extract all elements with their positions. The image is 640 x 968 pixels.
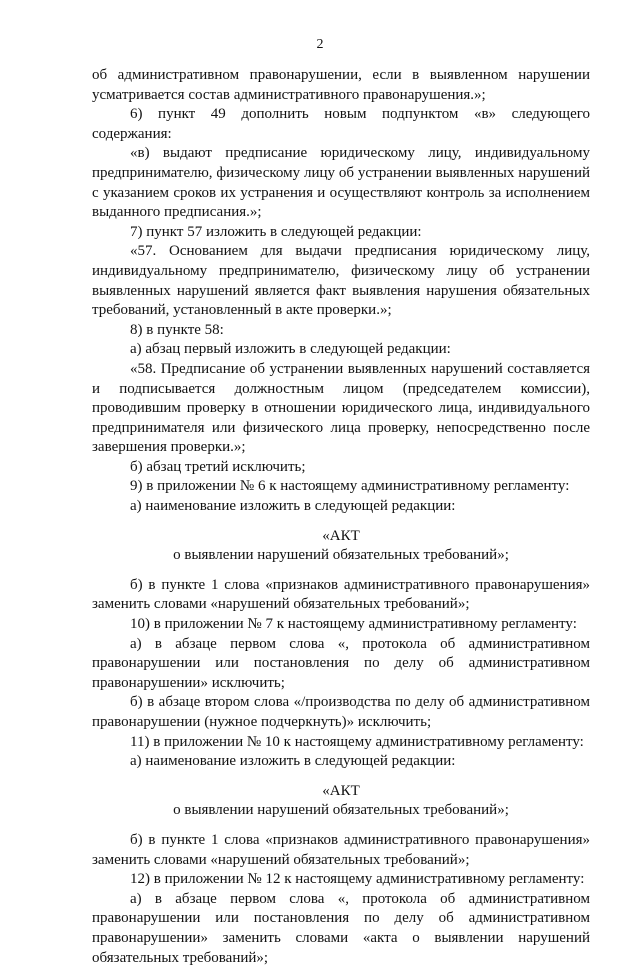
paragraph: 7) пункт 57 изложить в следующей редакции: [130,223,422,240]
paragraph: б) в пункте 1 слова «признаков административного правонарушения» заменить словами «нарушений обязательных требований»; [92,576,590,613]
paragraph: «58. Предписание об устранении выявленных нарушений составляется и подписывается должностным лицом (председателем комиссии), проводившим проверку в отношении юридического лица, индивидуального предпринимателя или физического лица проверку, непосредственно после завершения проверки.»; [92,360,590,456]
act-subheading: о выявлении нарушений обязательных требований»; [173,547,509,564]
document-body [92,66,590,968]
paragraph: 10) в приложении № 7 к настоящему административному регламенту: [130,616,577,633]
act-heading: «АКТ [322,527,360,544]
paragraph: 6) пункт 49 дополнить новым подпунктом «в» следующего содержания: [92,106,590,142]
paragraph: 8) в пункте 58: [130,321,224,338]
page-number: 2 [316,37,324,52]
act-subheading: о выявлении нарушений обязательных требований»; [173,802,509,819]
paragraph: б) абзац третий исключить; [130,458,306,475]
paragraph: «в) выдают предписание юридическому лицу, индивидуальному предпринимателю, физическому лицу об устранении выявленных нарушений с указанием сроков их устранения и осуществляют контроль за исполнением выданного предписания.»; [92,145,590,221]
paragraph: а) в абзаце первом слова «, протокола об административном правонарушении или постановления по делу об административном правонарушении» заменить словами «акта о выявлении нарушений обязательных требований»; [92,890,590,966]
paragraph: б) в пункте 1 слова «признаков административного правонарушения» заменить словами «нарушений обязательных требований»; [92,831,590,868]
paragraph: а) наименование изложить в следующей редакции: [130,498,456,515]
paragraph: 12) в приложении № 12 к настоящему административному регламенту: [130,871,585,888]
paragraph: 9) в приложении № 6 к настоящему административному регламенту: [130,478,570,495]
paragraph: а) наименование изложить в следующей редакции: [130,753,456,770]
paragraph: а) абзац первый изложить в следующей редакции: [130,341,451,358]
paragraph: 11) в приложении № 10 к настоящему административному регламенту: [130,733,584,750]
paragraph: б) в абзаце втором слова «/производства по делу об административном правонарушении (нужное подчеркнуть)» исключить; [92,694,590,730]
act-heading: «АКТ [322,782,360,799]
paragraph: «57. Основанием для выдачи предписания юридическому лицу, индивидуальному предпринимателю, физическому лицу об устранении выявленных нарушений является факт выявления нарушения обязательных требований, установленный в акте проверки.»; [92,243,590,319]
paragraph: а) в абзаце первом слова «, протокола об административном правонарушении или постановления по делу об административном правонарушении» исключить; [92,635,590,691]
paragraph: об административном правонарушении, если в выявленном нарушении усматривается состав административного правонарушения.»; [92,67,590,103]
